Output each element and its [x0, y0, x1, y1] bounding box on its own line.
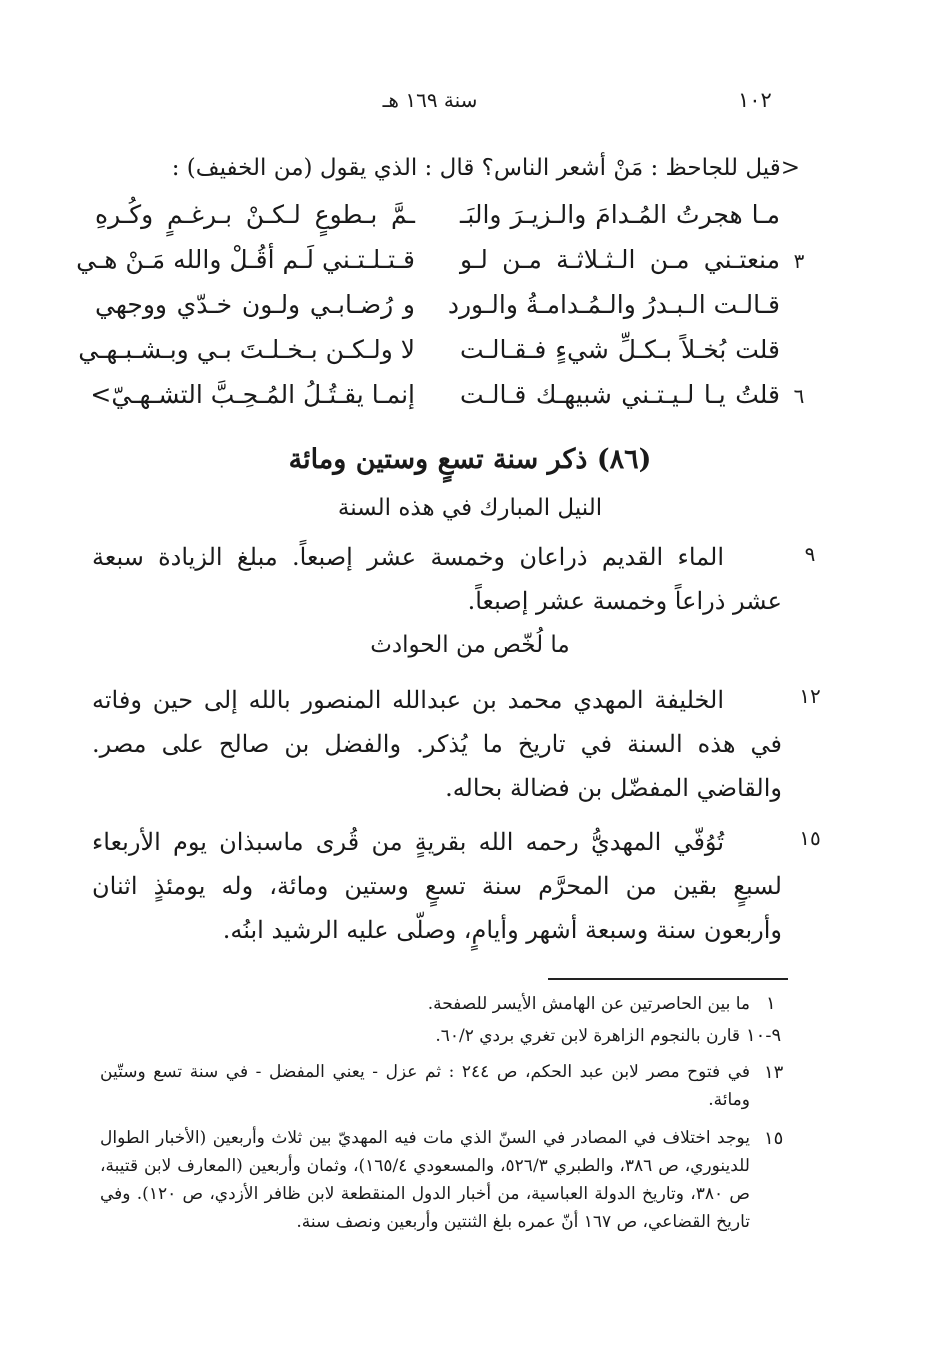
footnote-divider [548, 978, 788, 980]
events-paragraph [92, 678, 782, 810]
footnote-number: ١ [766, 993, 776, 1014]
verse-line [0, 245, 947, 289]
verse-hemistich-first: قـالـت الـبـدرُ والـمُـدامـةُ والـورد [447, 290, 780, 319]
verse-hemistich-first: قلتُ يـا لـيـتـني شبيهـك قـالـت [460, 380, 780, 409]
verse-hemistich-first: مـا هجرتُ المُـدامَ والـزيـرَ والبَـ [460, 200, 780, 229]
verse-hemistich-second: إنمـا يقـتُـلُ المُـحِـبَّ التشـهـيّ> [90, 380, 415, 409]
line-number: ٦ [793, 384, 805, 408]
nile-text: الماء القديم ذراعان وخمسة عشر إصبعاً. مبلغ الزيادة سبعة عشر ذراعاً وخمسة عشر إصبعاً. [92, 543, 782, 615]
running-header: سنة ١٦٩ هـ [382, 88, 478, 112]
footnote-text: في فتوح مصر لابن عبد الحكم، ص ٢٤٤ : ثم عزل - يعني المفضل - في سنة تسع وستّين ومائة. [100, 1062, 751, 1110]
section-title: (٨٦) ذكر سنة تسعٍ وستين ومائة [288, 444, 652, 475]
verse-line [0, 290, 947, 334]
verse-hemistich-first: منعتـني مـن الـثـلاثـة مـن لـو [460, 245, 780, 274]
nile-heading: النيل المبارك في هذه السنة [337, 495, 603, 521]
events-text: الخليفة المهدي محمد بن عبدالله المنصور بالله إلى حين وفاته في هذه السنة في تاريخ ما يُذكر. والفضل بن صالح على مصر. والقاضي المفضّل بن فضالة بحاله. [92, 686, 782, 802]
verse-hemistich-second: لا ولـكـن بـخـلـتَ بـي وبـشـبـهـي [78, 335, 415, 364]
footnote-text: قارن بالنجوم الزاهرة لابن تغري بردي ٦٠/٢. [435, 1026, 740, 1046]
verse-line [0, 380, 947, 424]
verse-hemistich-first: قلت بُخـلاً بـكـلِّ شيءٍ فـقـالـت [460, 335, 780, 364]
verse-line [0, 335, 947, 379]
verse-hemistich-second: و رُضـابـي ولـون خـدّي ووجهي [95, 290, 415, 319]
line-number: ٣ [793, 249, 805, 273]
nile-paragraph [92, 535, 782, 623]
paragraph-line-number: ١٥ [799, 826, 821, 850]
verse-hemistich-second: ـمَّ بـطوعٍ لـكـنْ بـرغـمٍ وكُـرهِ [95, 200, 415, 229]
death-text: تُوُفّي المهديُّ رحمه الله بقريةٍ من قُرى ماسبذان يوم الأربعاء لسبعٍ بقين من المحرَّم سنة تسعٍ وستين ومائة، وله يومئذٍ اثنان وأربعون سنة وسبعة أشهر وأيامٍ، وصلّى عليه الرشيد ابنُه. [92, 828, 782, 944]
footnote-number: ٩-١٠ [746, 1025, 782, 1046]
death-paragraph [92, 820, 782, 952]
verse-line [0, 200, 947, 244]
poem-intro: <قيل للجاحظ : مَنْ أشعر الناس؟ قال : الذي يقول (من الخفيف) : [171, 155, 800, 181]
footnote-text: يوجد اختلاف في المصادر في السنّ الذي مات فيه المهديّ بين ثلاث وأربعين (الأخبار الطوال للدينوري، ص ٣٨٦، والطبري ٥٢٦/٣، والمسعودي ١٦٥/٤)، وثمان وأربعين (المعارف لابن قتيبة، ص ٣٨٠، وتاريخ الدولة العباسية، من أخبار الدول المنقطعة لابن ظافر الأزدي، ص ١٢٠). وفي تاريخ القضاعي، ص ١٦٧ أنّ عمره بلغ الثنتين وأربعين ونصف سنة. [100, 1128, 750, 1232]
paragraph-line-number: ٩ [804, 542, 816, 566]
page-number: ١٠٢ [738, 88, 772, 112]
verse-hemistich-second: قـتـلـتـني لَـم أقُـلْ والله مَـنْ هـي [76, 245, 415, 274]
footnote-text: ما بين الحاصرتين عن الهامش الأيسر للصفحة. [427, 994, 750, 1014]
events-heading: ما لُخّص من الحوادث [370, 632, 570, 658]
paragraph-line-number: ١٢ [799, 684, 821, 708]
footnote-number: ١٣ [764, 1062, 784, 1083]
footnote-number: ١٥ [764, 1128, 784, 1149]
